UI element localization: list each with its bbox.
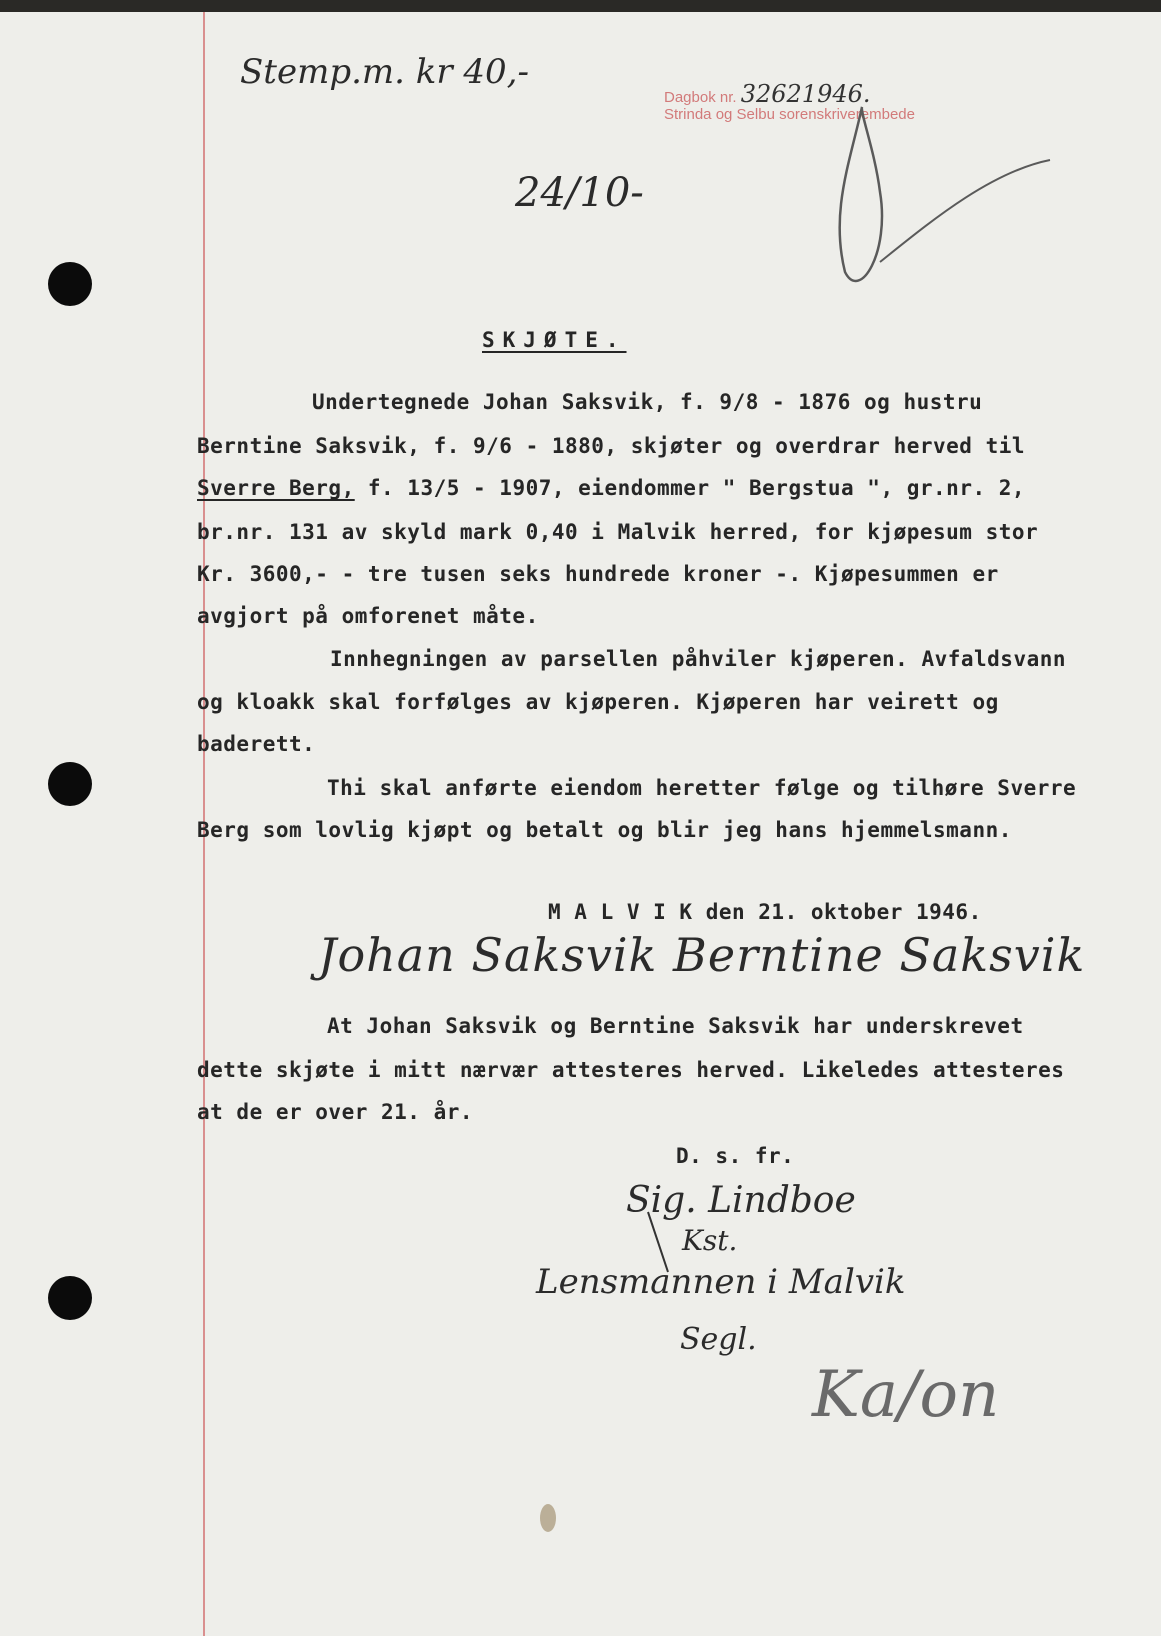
closing: D. s. fr. (676, 1144, 795, 1168)
pen-stroke-signature (648, 1212, 668, 1272)
party-signatures: Johan Saksvik Berntine Saksvik (318, 928, 1086, 982)
clerk-initials: Ka/on (812, 1358, 1000, 1432)
document-title: SKJØTE. (482, 328, 627, 352)
date-note: 24/10- (515, 170, 644, 216)
journal-stamp-prefix: Dagbok nr. (664, 89, 737, 106)
document-page (0, 12, 1161, 1636)
paragraph-line: Berntine Saksvik, f. 9/6 - 1880, skjøter og overdrar herved til (197, 434, 1026, 458)
paragraph-line-text: f. 13/5 - 1907, eiendommer " Bergstua ", gr.nr. 2, (367, 476, 1026, 500)
place-date: M A L V I K den 21. oktober 1946. (548, 900, 982, 924)
paragraph-line: avgjort på omforenet måte. (197, 604, 539, 628)
pen-marks (0, 12, 1161, 1636)
paragraph-line: baderett. (197, 732, 316, 756)
paragraph-line: og kloakk skal forfølges av kjøperen. Kjøperen har veirett og (197, 690, 999, 714)
paragraph-line: Innhegningen av parsellen påhviler kjøperen. Avfaldsvann (330, 647, 1067, 671)
paragraph-line: Berg som lovlig kjøpt og betalt og blir jeg hans hjemmelsmann. (197, 818, 1012, 842)
official-title: Kst. (682, 1224, 738, 1257)
pen-stroke-check (880, 160, 1050, 262)
buyer-name: Sverre Berg, (197, 476, 355, 500)
official-signature: Sig. Lindboe (626, 1180, 856, 1221)
attest-line: dette skjøte i mitt nærvær attesteres herved. Likeledes attesteres (197, 1058, 1065, 1082)
paragraph-line: br.nr. 131 av skyld mark 0,40 i Malvik herred, for kjøpesum stor (197, 520, 1039, 544)
attest-line: at de er over 21. år. (197, 1100, 474, 1124)
journal-year: 1946. (801, 80, 871, 108)
official-office: Lensmannen i Malvik (536, 1262, 906, 1302)
attest-line: At Johan Saksvik og Berntine Saksvik har underskrevet (327, 1014, 1024, 1038)
paragraph-line: Kr. 3600,- - tre tusen seks hundrede kroner -. Kjøpesummen er (197, 562, 999, 586)
stain-mark (540, 1504, 556, 1532)
journal-number: 3262 (740, 80, 802, 108)
seal-note: Segl. (680, 1322, 757, 1357)
court-stamp: Strinda og Selbu sorenskriverembede (664, 106, 915, 123)
paragraph-line: Undertegnede Johan Saksvik, f. 9/8 - 1876 og hustru (312, 390, 983, 414)
pen-stroke-numeral (840, 107, 882, 281)
paragraph-line: Thi skal anførte eiendom heretter følge og tilhøre Sverre (327, 776, 1077, 800)
stamp-duty-note: Stemp.m. kr 40,- (240, 52, 529, 92)
